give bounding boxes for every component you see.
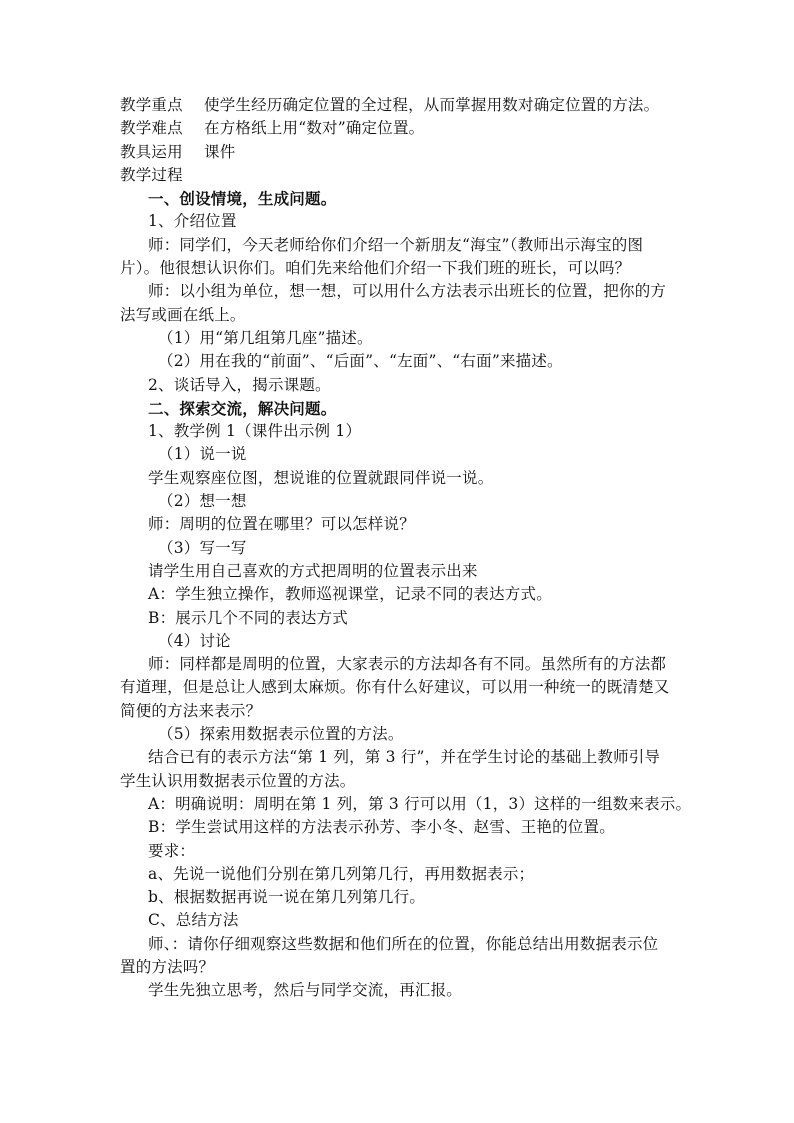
closing-text: 学生先独立思考，然后与同学交流，再汇报。 [148,981,463,1000]
teaching-process-label: 教学过程 [120,165,183,184]
teaching-difficulty-text: 在方格纸上用“数对”确定位置。 [204,119,425,138]
teaching-focus [120,94,680,117]
summary-text-line2: 置的方法吗？ [120,957,215,976]
step4-text-line2: 有道理，但是总让人感到太麻烦。你有什么好建议，可以用一种统一的既清楚又 [120,678,670,697]
step4-text-line1: 师：同样都是周明的位置，大家表示的方法却各有不同。虽然所有的方法都 [148,655,667,674]
step2-heading: （2）想一想 [158,492,247,511]
step5-text-line1: 结合已有的表示方法“第 1 列，第 3 行”，并在学生讨论的基础上教师引导 [148,748,661,767]
section1-title: 一、创设情境，生成问题。 [148,189,337,209]
step5-heading: （5）探索用数据表示位置的方法。 [158,725,404,744]
section1-item2: 2、谈话导入，揭示课题。 [148,375,331,394]
step5-text-line2: 学生认识用数据表示位置的方法。 [120,771,356,790]
lesson-plan-body [120,94,692,1003]
requirements-label: 要求： [148,841,196,860]
step1-heading: （1）说一说 [158,445,247,464]
step5-point-b: B：学生尝试用这样的方法表示孙芳、李小冬、赵雪、王艳的位置。 [148,818,615,837]
teaching-focus-text: 使学生经历确定位置的全过程，从而掌握用数对确定位置的方法。 [204,96,660,114]
step3-point-b: B：展示几个不同的表达方式 [148,608,348,627]
section1-paragraph1-line1: 师：同学们，今天老师给你们介绍一个新朋友“海宝”（教师出示海宝的图 [148,235,644,254]
summary-heading: C、总结方法 [148,911,239,930]
section1-paragraph2-line2: 法写或画在纸上。 [120,305,246,324]
step3-point-a: A：学生独立操作，教师巡视课堂，记录不同的表达方式。 [148,585,552,604]
teaching-focus-label: 教学重点 [120,96,183,114]
teaching-tools [120,141,680,164]
step5-point-a: A：明确说明：周明在第 1 列，第 3 行可以用（1，3）这样的一组数来表示。 [148,794,692,813]
step4-heading: （4）讨论 [158,631,231,650]
summary-text-line1: 师、：请你仔细观察这些数据和他们所在的位置，你能总结出用数据表示位 [148,934,659,953]
step1-text: 学生观察座位图，想说谁的位置就跟同伴说一说。 [148,468,494,487]
section1-paragraph1-line2: 片）。他很想认识你们。咱们先来给他们介绍一下我们班的班长，可以吗？ [120,259,631,278]
step4-text-line3: 简便的方法来表示？ [120,701,262,720]
teaching-difficulty [120,117,680,140]
section1-paragraph2-line1: 师：以小组为单位，想一想，可以用什么方法表示出班长的位置，把你的方 [148,282,667,301]
section1-option1: （1）用“第几组第几座”描述。 [158,328,373,347]
section1-option2: （2）用在我的“前面”、“后面”、“左面”、“右面”来描述。 [158,352,563,371]
section2-title: 二、探索交流，解决问题。 [148,398,337,418]
step3-heading: （3）写一写 [158,538,247,557]
teaching-difficulty-label: 教学难点 [120,119,183,138]
section2-item1: 1、教学例 1（课件出示例 1） [148,422,362,441]
step3-text: 请学生用自己喜欢的方式把周明的位置表示出来 [148,561,478,580]
step2-text: 师：周明的位置在哪里？可以怎样说？ [148,515,415,534]
teaching-tools-label: 教具运用 [120,142,183,161]
requirement-b: b、根据数据再说一说在第几列第几行。 [148,888,426,907]
requirement-a: a、先说一说他们分别在第几列第几行，再用数据表示； [148,864,535,883]
section1-item1: 1、介绍位置 [148,212,237,231]
teaching-tools-text: 课件 [204,142,236,161]
